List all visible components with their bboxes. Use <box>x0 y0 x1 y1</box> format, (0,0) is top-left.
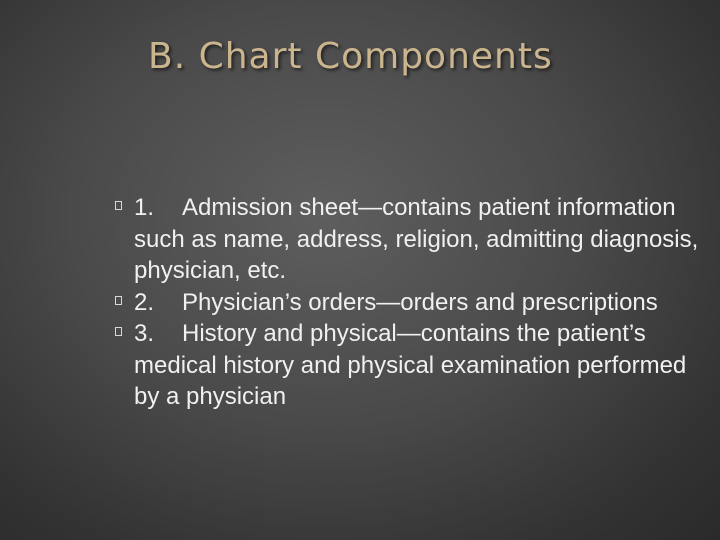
bullet-number: 3. <box>134 320 155 347</box>
bullet-number: 2. <box>134 288 155 316</box>
bullet-list <box>112 192 702 413</box>
bullet-text: Physician’s orders—orders and prescriptions <box>182 288 658 316</box>
slide-title: B. Chart Components <box>148 36 553 77</box>
bullet-text: Admission sheet—contains patient information such as name, address, religion, admitting diagnosis, physician, etc. <box>134 194 699 284</box>
square-bullet-icon <box>115 201 122 210</box>
bullet-number: 1. <box>134 194 155 221</box>
square-bullet-icon <box>115 296 122 305</box>
bullet-item-3 <box>112 318 702 413</box>
square-bullet-icon <box>115 327 122 336</box>
bullet-text: History and physical—contains the patient’s medical history and physical examination performed by a physician <box>134 320 687 410</box>
bullet-item-1 <box>112 192 702 287</box>
bullet-item-2 <box>112 287 702 319</box>
